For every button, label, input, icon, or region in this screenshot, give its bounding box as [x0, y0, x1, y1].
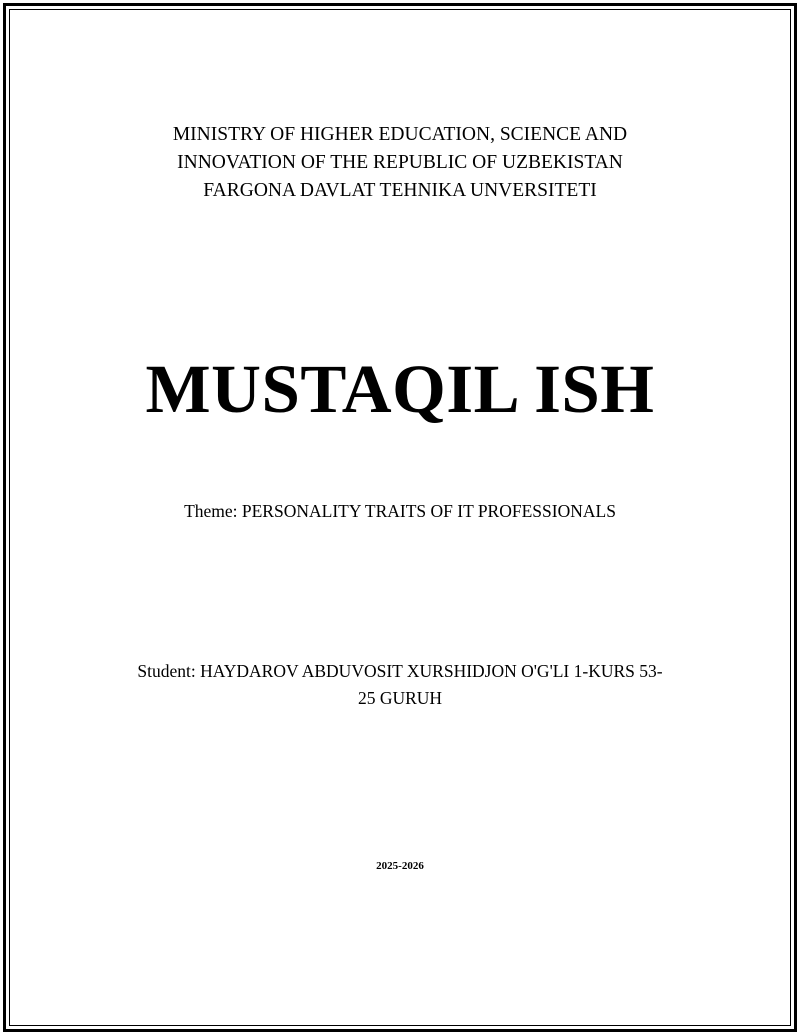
theme-line: Theme: PERSONALITY TRAITS OF IT PROFESSIONALS — [184, 501, 616, 521]
student-info — [100, 658, 700, 712]
header-line: INNOVATION OF THE REPUBLIC OF UZBEKISTAN — [177, 152, 623, 173]
document-title: MUSTAQIL ISH — [145, 351, 655, 427]
header-line: MINISTRY OF HIGHER EDUCATION, SCIENCE AND — [172, 124, 628, 145]
institution-header — [0, 121, 800, 205]
student-line: 25 GURUH — [357, 688, 443, 708]
student-line: Student: HAYDAROV ABDUVOSIT XURSHIDJON O'G'LI 1-KURS 53- — [137, 661, 663, 681]
academic-year: 2025-2026 — [376, 860, 424, 872]
header-line: FARGONA DAVLAT TEHNIKA UNVERSITETI — [203, 180, 597, 201]
